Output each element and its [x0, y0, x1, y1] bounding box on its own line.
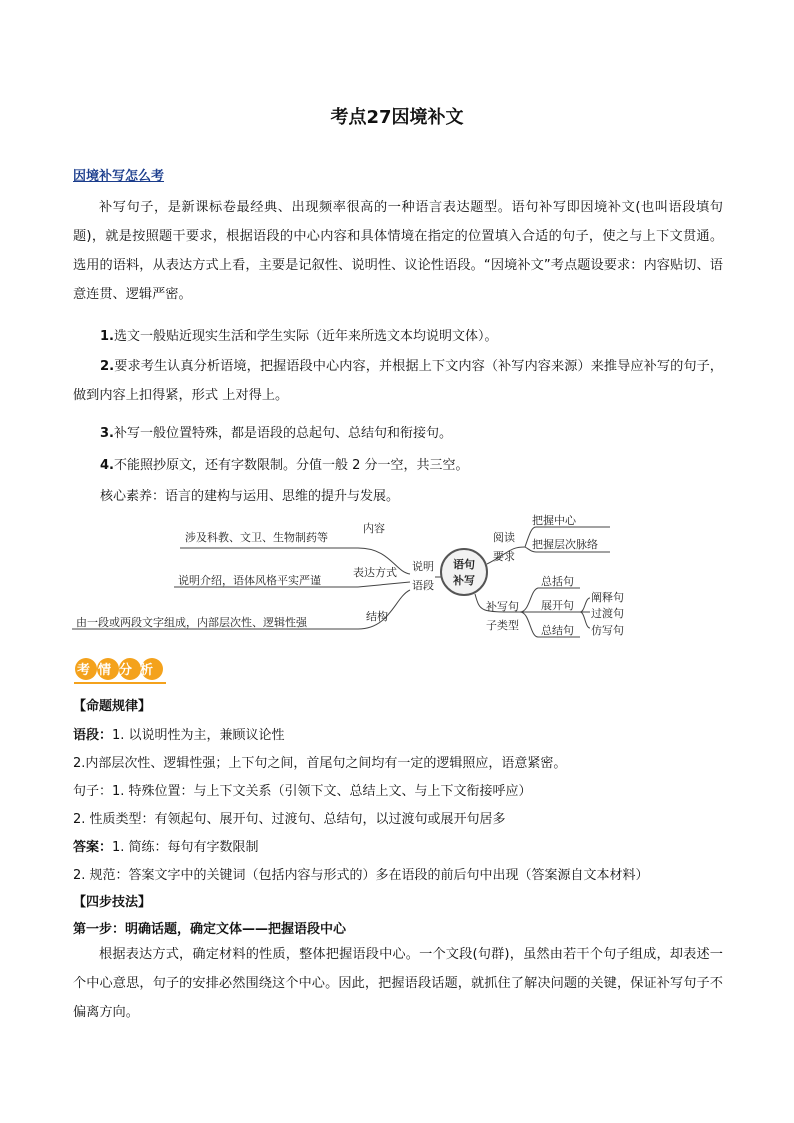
point-2	[73, 352, 723, 410]
rule-text: 1. 简练：每句有字数限制	[112, 840, 259, 855]
section-link[interactable]: 因境补写怎么考	[73, 169, 165, 184]
page-title: 考点27因境补文	[330, 107, 464, 128]
point-1	[100, 325, 760, 344]
left-node-line-2: 语段	[412, 579, 434, 592]
rule-lead: 句子：	[73, 784, 113, 799]
point-text: 不能照抄原文，还有字数限制。分值一般 2 分一空，共三空。	[113, 458, 469, 473]
point-3	[100, 422, 760, 441]
point-number: 4.	[100, 458, 114, 473]
rule-3	[73, 780, 733, 799]
rule-lead: 答案：	[73, 840, 113, 855]
point-number: 2.	[100, 359, 115, 374]
rule-2	[73, 752, 733, 771]
right-bottom-label-1: 补写句	[486, 600, 519, 613]
step-1-heading: 第一步：明确话题，确定文体——把握语段中心	[73, 922, 347, 937]
core-literacy: 核心素养：语言的建构与运用、思维的提升与发展。	[100, 489, 400, 504]
rule-text: 1. 特殊位置：与上下文关系（引领下文、总结上文、与上下文衔接呼应）	[112, 784, 532, 799]
rule-text: 2. 性质类型：有领起句、展开句、过渡句、总结句，以过渡句或展开句居多	[73, 812, 506, 827]
rules-heading: 【命题规律】	[73, 699, 152, 714]
branch-detail-structure: 由一段或两段文字组成，内部层次性、逻辑性强	[76, 616, 307, 629]
right-top-label-1: 阅读	[493, 531, 515, 544]
badge-label: 考情分析	[76, 663, 162, 678]
analysis-badge	[74, 656, 170, 684]
branch-label-structure: 结构	[366, 610, 388, 623]
right-top-item-2: 把握层次脉络	[532, 538, 598, 551]
rule-text: 1. 以说明性为主，兼顾议论性	[112, 728, 285, 743]
mind-map	[70, 512, 670, 642]
branch-label-content: 内容	[363, 522, 385, 535]
steps-heading: 【四步技法】	[73, 895, 152, 910]
right-bottom-item-3: 总结句	[541, 624, 574, 637]
branch-detail-expression: 说明介绍，语体风格平实严谨	[178, 574, 321, 587]
intro-paragraph: 补写句子，是新课标卷最经典、出现频率很高的一种语言表达题型。语句补写即因境补文(也叫语段填句题)，就是按照题干要求，根据语段的中心内容和具体情境在指定的位置填入合适的句子，使之与上下文贯通。选用的语料，从表达方式上看，主要是记叙性、说明性、议论性语段。“因境补文”考点题设要求：内容贴切、语意连贯、逻辑严密。	[73, 200, 723, 302]
sub-item-3: 仿写句	[591, 624, 624, 637]
rule-text: 2. 规范：答案文字中的关键词（包括内容与形式的）多在语段的前后句中出现（答案源自文本材料）	[73, 868, 649, 883]
rule-5	[73, 836, 733, 855]
rule-text: 2.内部层次性、逻辑性强；上下句之间，首尾句之间均有一定的逻辑照应，语意紧密。	[73, 756, 567, 771]
right-bottom-item-2: 展开句	[541, 599, 574, 612]
point-number: 3.	[100, 426, 114, 441]
center-line-2: 补写	[453, 574, 475, 587]
step-1-text: 根据表达方式，确定材料的性质，整体把握语段中心。一个文段(句群)，虽然由若干个句子组成，却表述一个中心意思，句子的安排必然围绕这个中心。因此，把握语段话题，就抓住了解决问题的关键，保证补写句子不偏离方向。	[73, 947, 723, 1020]
right-top-item-1: 把握中心	[532, 514, 576, 527]
right-bottom-item-1: 总括句	[541, 575, 574, 588]
rule-1	[73, 724, 733, 743]
left-node-line-1: 说明	[412, 560, 434, 573]
right-top-label-2: 要求	[493, 550, 515, 563]
branch-detail-content: 涉及科教、文卫、生物制药等	[185, 531, 328, 544]
point-number: 1.	[100, 329, 114, 344]
point-text: 选文一般贴近现实生活和学生实际（近年来所选文本均说明文体）。	[113, 329, 498, 344]
rule-6	[73, 864, 733, 883]
rule-4	[73, 808, 733, 827]
sub-item-1: 阐释句	[591, 591, 624, 604]
rule-lead: 语段：	[73, 728, 113, 743]
right-bottom-label-2: 子类型	[486, 619, 519, 632]
point-text: 要求考生认真分析语境，把握语段中心内容，并根据上下文内容（补写内容来源）来推导应补写的句子，做到内容上扣得紧，形式 上对得上。	[73, 359, 723, 403]
center-line-1: 语句	[453, 558, 475, 571]
branch-label-expression: 表达方式	[353, 566, 397, 579]
sub-item-2: 过渡句	[591, 607, 624, 620]
point-4	[100, 454, 760, 473]
point-text: 补写一般位置特殊，都是语段的总起句、总结句和衔接句。	[113, 426, 452, 441]
center-node	[441, 549, 487, 595]
